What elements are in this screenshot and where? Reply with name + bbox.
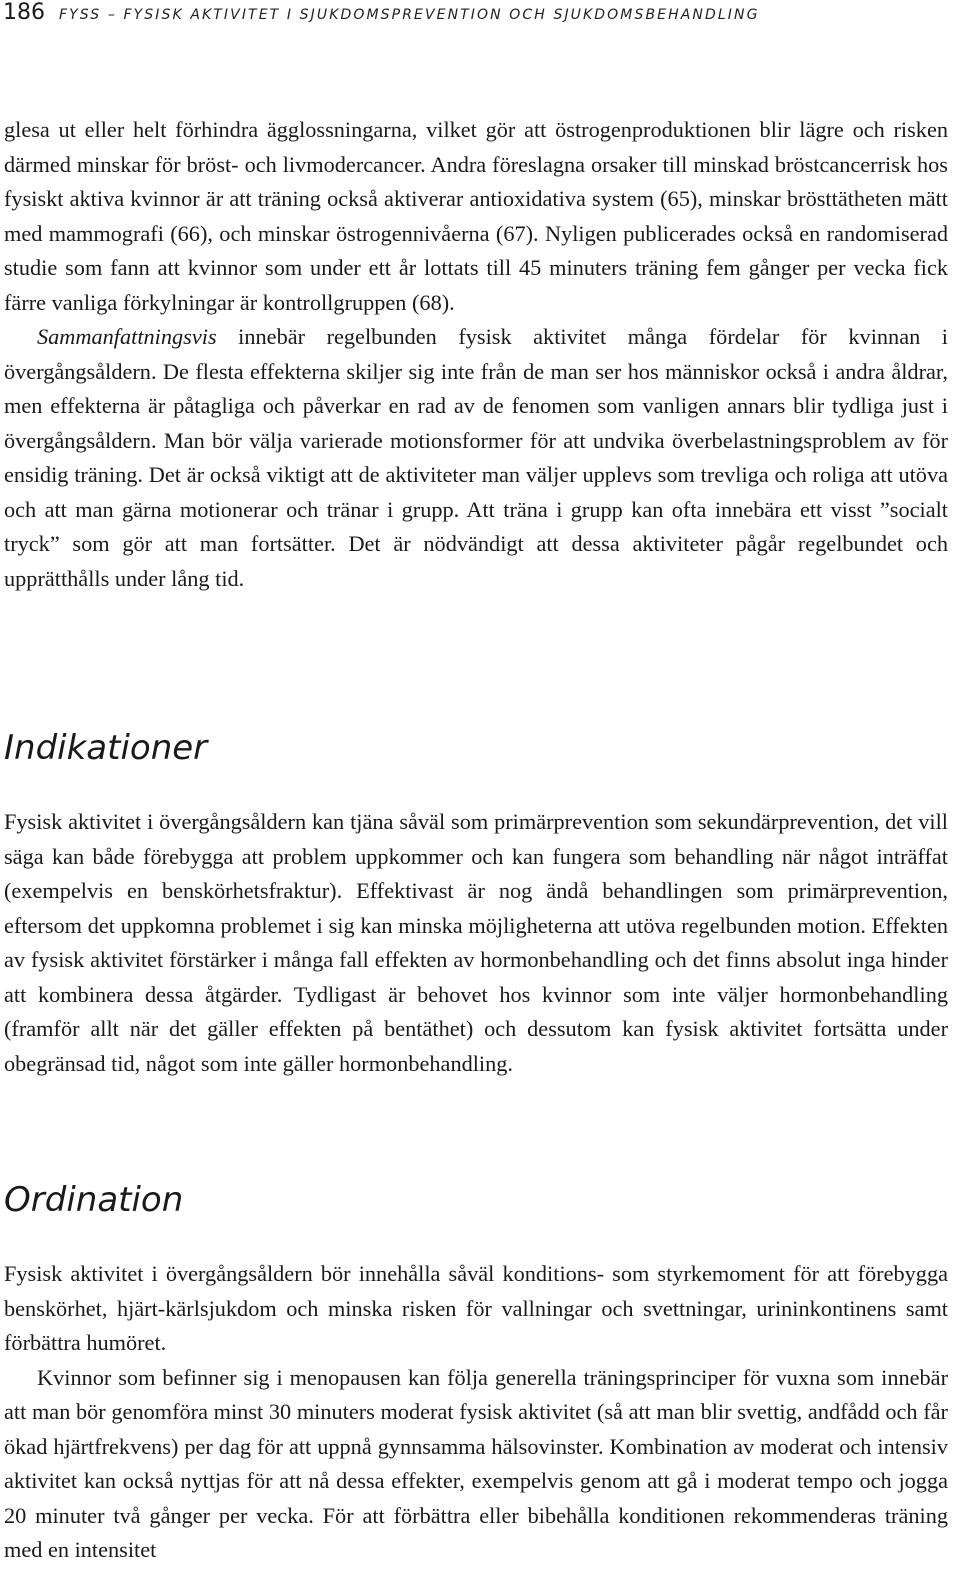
indikationer-paragraph-1: Fysisk aktivitet i övergångsåldern kan tjäna såväl som primärprevention som sekundärprevention, det vill säga kan både förebygga att problem uppkommer och kan fungera som behandling när något inträffat (exempelvis en benskörhetsfraktur). Effektivast är nog ändå behandlingen som primärprevention, eftersom det uppkomna problemet i sig kan minska möjligheterna att utöva regelbunden motion. Effekten av fysisk aktivitet förstärker i många fall effekten av hormonbehandling och det finns absolut inga hinder att kombinera dessa åtgärder. Tydligast är behovet hos kvinnor som inte väljer hormonbehandling (framför allt när det gäller effekten på bentäthet) och dessutom kan fysisk aktivitet fortsätta under obegränsad tid, något som inte gäller hormonbehandling. (4, 809, 948, 1076)
summary-lead-word: Sammanfattningsvis (37, 324, 217, 349)
ordination-paragraph-1: Fysisk aktivitet i övergångsåldern bör innehålla såväl konditions- som styrkemoment för att förebygga benskörhet, hjärt-kärlsjukdom och minska risken för vallningar och svettningar, urininkontinens samt förbättra humöret. (4, 1261, 948, 1355)
intro-paragraph-2 (4, 320, 948, 596)
section-ordination-body (4, 1257, 948, 1568)
intro-text (4, 113, 948, 596)
running-header (3, 0, 760, 32)
section-indikationer-body (4, 805, 948, 1081)
intro-paragraph-1: glesa ut eller helt förhindra ägglossningarna, vilket gör att östrogenproduktionen blir lägre och risken därmed minskar för bröst- och livmodercancer. Andra föreslagna orsaker till minskad bröstcancerrisk hos fysiskt aktiva kvinnor är att träning också aktiverar antioxidativa system (65), minskar brösttätheten mätt med mammografi (66), och minskar östrogennivåerna (67). Nyligen publicerades också en randomiserad studie som fann att kvinnor som under ett år lottats till 45 minuters träning fem gånger per vecka fick färre vanliga förkylningar är kontrollgruppen (68). (4, 117, 948, 315)
ordination-paragraph-2: Kvinnor som befinner sig i menopausen kan följa generella träningsprinciper för vuxna som innebär att man bör genomföra minst 30 minuters moderat fysisk aktivitet (så att man blir svettig, andfådd och får ökad hjärtfrekvens) per dag för att uppnå gynnsamma hälsovinster. Kombination av moderat och intensiv aktivitet kan också nyttjas för att nå dessa effekter, exempelvis genom att gå i moderat tempo och jogga 20 minuter två gånger per vecka. För att förbättra eller bibehålla konditionen rekommenderas träning med en intensitet (4, 1364, 948, 1562)
summary-text: innebär regelbunden fysisk aktivitet många fördelar för kvinnan i övergångsåldern. De flesta effekterna skiljer sig inte från de man ser hos människor också i andra åldrar, men effekterna är påtagliga och påverkar en rad av de fenomen som vanligen annars blir tydliga just i övergångsåldern. Man bör välja varierade motionsformer för att undvika överbelastningsproblem av för ensidig träning. Det är också viktigt att de aktiviteter man väljer upplevs som trevliga och roliga att utöva och att man gärna motionerar och tränar i grupp. Att träna i grupp kan ofta innebära ett visst ”socialt tryck” som gör att man fortsätter. Det är nödvändigt att dessa aktiviteter pågår regelbundet och upprätthålls under lång tid. (4, 324, 948, 591)
section-heading-indikationer: Indikationer (4, 728, 208, 768)
running-title: FYSS – FYSISK AKTIVITET I SJUKDOMSPREVENTION OCH SJUKDOMSBEHANDLING (59, 7, 760, 23)
section-heading-ordination: Ordination (4, 1180, 184, 1220)
page-number: 186 (3, 0, 45, 25)
